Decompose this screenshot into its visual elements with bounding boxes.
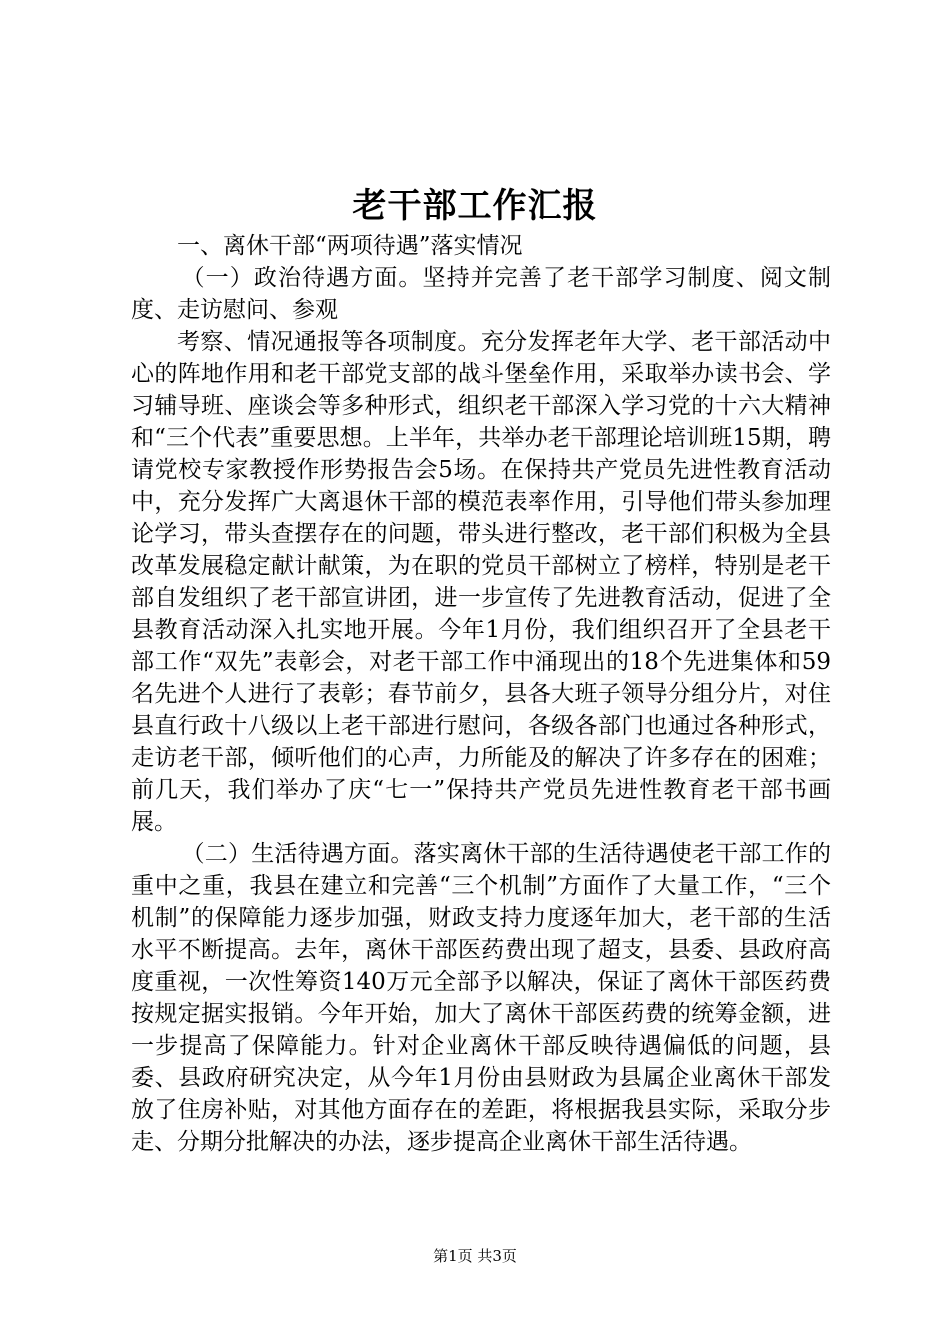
document-title: 老干部工作汇报 [352, 186, 598, 226]
paragraph-political-details: 考察、情况通报等各项制度。充分发挥老年大学、老干部活动中心的阵地作用和老干部党支部的战斗堡垒作用，采取举办读书会、学习辅导班、座谈会等多种形式，组织老干部深入学习党的十六大精神和“三个代表”重要思想。上半年，共举办老干部理论培训班15期，聘请党校专家教授作形势报告会5场。在保持共产党员先进性教育活动中，充分发挥广大离退休干部的模范表率作用，引导他们带头参加理论学习，带头查摆存在的问题，带头进行整改，老干部们积极为全县改革发展稳定献计献策，为在职的党员干部树立了榜样，特别是老干部自发组织了老干部宣讲团，进一步宣传了先进教育活动，促进了全县教育活动深入扎实地开展。今年1月份，我们组织召开了全县老干部工作“双先”表彰会，对老干部工作中涌现出的18个先进集体和59名先进个人进行了表彰；春节前夕，县各大班子领导分组分片，对住县直行政十八级以上老干部进行慰问，各级各部门也通过各种形式，走访老干部，倾听他们的心声，力所能及的解决了许多存在的困难；前几天，我们举办了庆“七一”保持共产党员先进性教育老干部书画展。 [131, 329, 831, 835]
section-heading: 一、离休干部“两项待遇”落实情况 [177, 233, 523, 259]
document-body [131, 230, 831, 1158]
paragraph-living-treatment: （二）生活待遇方面。落实离休干部的生活待遇使老干部工作的重中之重，我县在建立和完善“三个机制”方面作了大量工作，“三个机制”的保障能力逐步加强，财政支持力度逐年加大，老干部的生活水平不断提高。去年，离休干部医药费出现了超支，县委、县政府高度重视，一次性筹资140万元全部予以解决，保证了离休干部医药费按规定据实报销。今年开始，加大了离休干部医药费的统筹金额，进一步提高了保障能力。针对企业离休干部反映待遇偏低的问题，县委、县政府研究决定，从今年1月份由县财政为县属企业离休干部发放了住房补贴，对其他方面存在的差距，将根据我县实际，采取分步走、分期分批解决的办法，逐步提高企业离休干部生活待遇。 [131, 841, 831, 1155]
page-footer: 第1页 共3页 [433, 1247, 517, 1265]
paragraph-political-treatment: （一）政治待遇方面。坚持并完善了老干部学习制度、阅文制度、走访慰问、参观 [131, 265, 831, 323]
